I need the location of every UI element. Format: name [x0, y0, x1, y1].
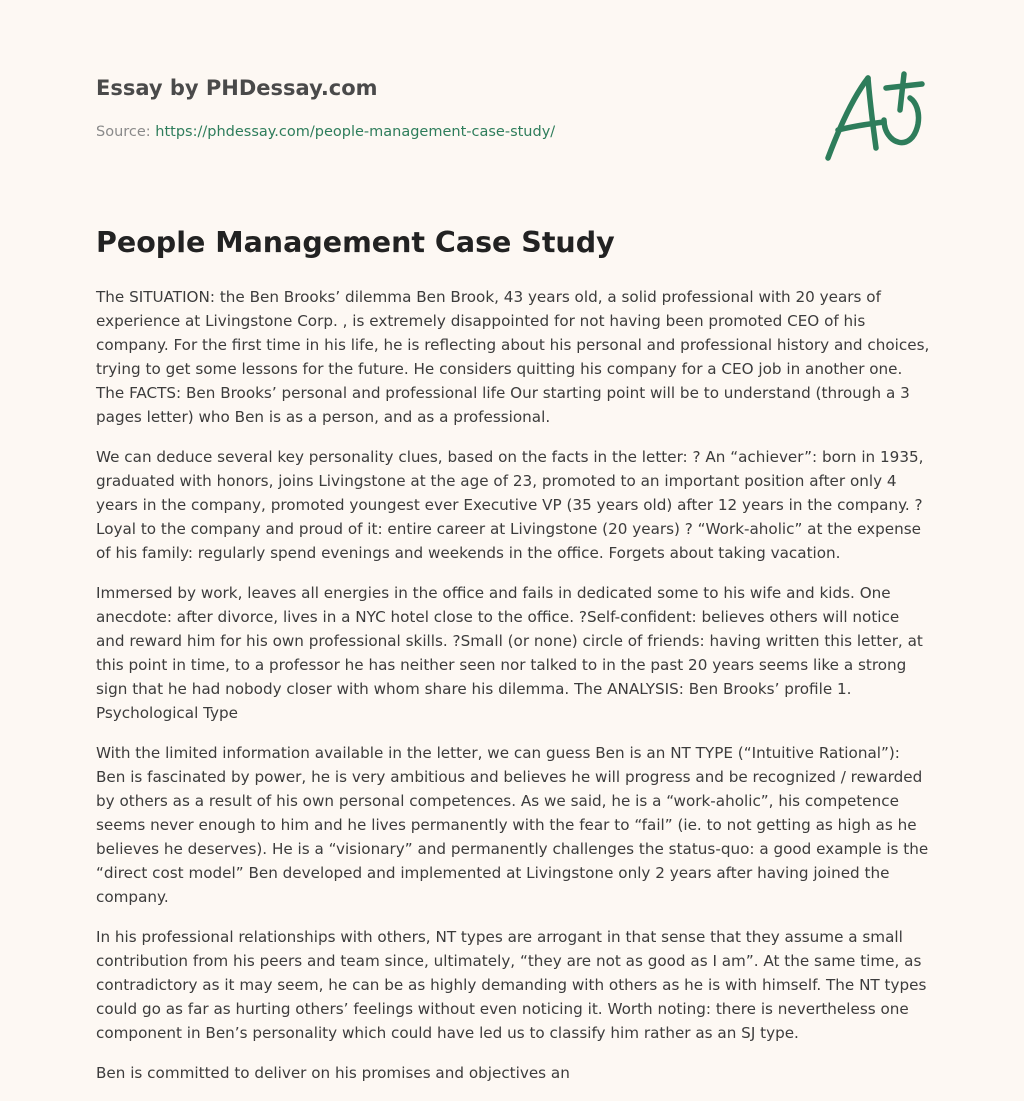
essay-paragraph: Immersed by work, leaves all energies in the office and fails in dedicated some to his wife and kids. One anecdote: after divorce, lives in a NYC hotel close to the office. ?Self-confident: believes others will notice and reward him for his own professional skills. ?Small (or none) circle of friends: having written this letter, at this point in time, to a professor he has neither seen nor talked to in the past 20 years seems like a strong sign that he had nobody closer with whom share his dilemma. The ANALYSIS: Ben Brooks’ profile 1. Psychological Type — [96, 584, 923, 722]
essay-body — [96, 285, 930, 1101]
source-link[interactable]: https://phdessay.com/people-management-case-study/ — [155, 124, 556, 140]
essay-paragraph: The SITUATION: the Ben Brooks’ dilemma Ben Brook, 43 years old, a solid professional with 20 years of experience at Livingstone Corp. , is extremely disappointed for not having been promoted CEO of his company. For the first time in his life, he is reflecting about his personal and professional history and choices, trying to get some lessons for the future. He considers quitting his company for a CEO job in another one. The FACTS: Ben Brooks’ personal and professional life Our starting point will be to understand (through a 3 pages letter) who Ben is as a person, and as a professional. — [96, 288, 930, 426]
essay-paragraph: With the limited information available in the letter, we can guess Ben is an NT TYPE (“Intuitive Rational”): Ben is fascinated by power, he is very ambitious and believes he will progress and be recognized / rewarded by others as a result of his own personal competences. As we said, he is a “work-aholic”, his competence seems never enough to him and he lives permanently with the fear to “fail” (ie. to not getting as high as he believes he deserves). He is a “visionary” and permanently challenges the status-quo: a good example is the “direct cost model” Ben developed and implemented at Livingstone only 2 years after having joined the company. — [96, 744, 929, 906]
page-title: People Management Case Study — [96, 226, 615, 259]
site-title: Essay by PHDessay.com — [96, 76, 378, 100]
source-line — [96, 124, 555, 140]
source-label: Source: — [96, 124, 151, 140]
essay-paragraph: In his professional relationships with others, NT types are arrogant in that sense that they assume a small contribution from his peers and team since, ultimately, “they are not as good as I am”. At the same time, as contradictory as it may seem, he can be as highly demanding with others as he is with himself. The NT types could go as far as hurting others’ feelings without even noticing it. Worth noting: there is nevertheless one component in Ben’s personality which could have led us to classify him rather as an SJ type. — [96, 928, 927, 1042]
essay-paragraph: We can deduce several key personality clues, based on the facts in the letter: ? An “achiever”: born in 1935, graduated with honors, joins Livingstone at the age of 23, promoted to an important position after only 4 years in the company, promoted youngest ever Executive VP (35 years old) after 12 years in the company. ?Loyal to the company and proud of it: entire career at Livingstone (20 years) ? “Work-aholic” at the expense of his family: regularly spend evenings and weekends in the office. Forgets about taking vacation. — [96, 448, 924, 562]
a-plus-logo-icon — [816, 64, 932, 168]
essay-paragraph: Ben is committed to deliver on his promises and objectives an — [96, 1064, 570, 1082]
